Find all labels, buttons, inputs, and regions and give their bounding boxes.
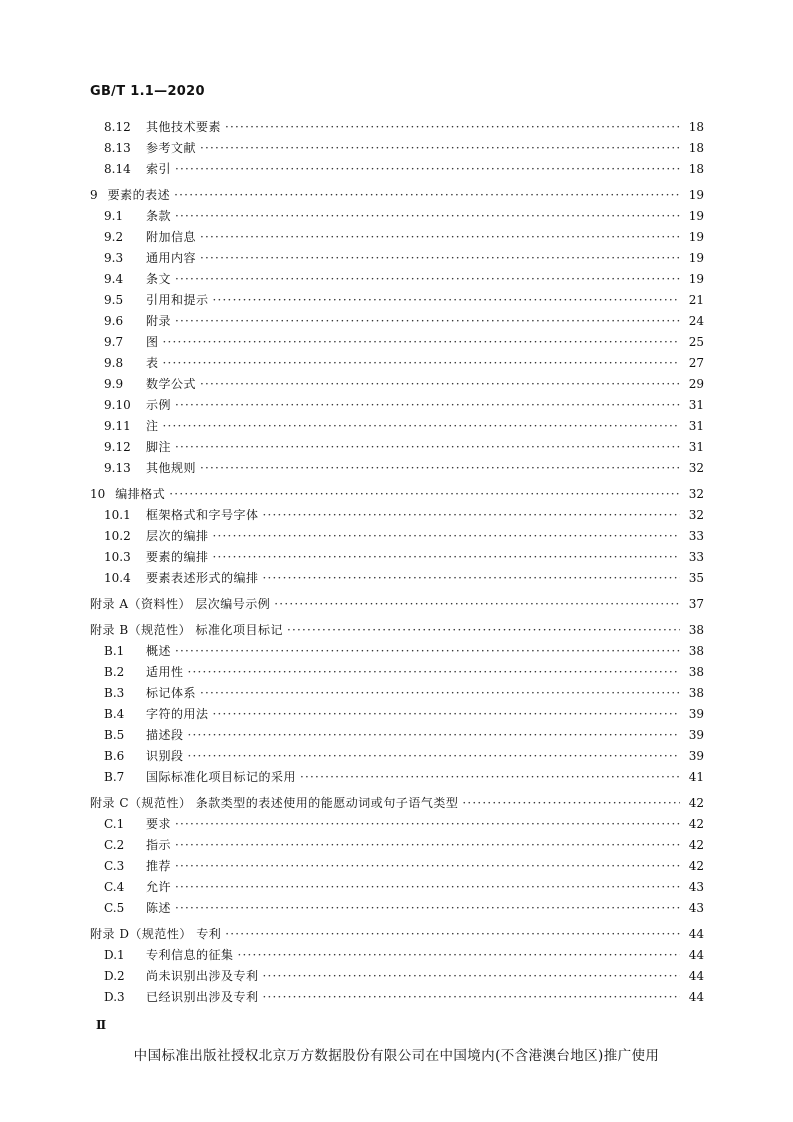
toc-entry-page: 31	[688, 419, 704, 433]
toc-entry-page: 18	[688, 162, 704, 176]
toc-leader-dots	[175, 835, 680, 856]
toc-entry[interactable]	[90, 924, 704, 945]
toc-leader-dots	[175, 898, 680, 919]
toc-entry-page: 44	[688, 927, 704, 941]
toc-entry-number: 9.3	[104, 251, 124, 265]
toc-entry-page: 43	[688, 901, 704, 915]
toc-entry-title: 示例	[146, 398, 172, 412]
toc-leader-dots	[188, 662, 680, 683]
toc-entry-page: 35	[688, 571, 704, 585]
toc-entry-page: 41	[688, 770, 704, 784]
toc-entry-title: 图	[146, 335, 159, 349]
toc-entry-number: 10.2	[104, 529, 131, 543]
toc-entry-title: 要素的编排	[146, 550, 209, 564]
toc-entry-title: 脚注	[146, 440, 172, 454]
toc-entry[interactable]	[90, 159, 704, 180]
toc-entry-number: 9.9	[104, 377, 124, 391]
toc-entry-number: B.4	[104, 707, 125, 721]
toc-entry-title: 推荐	[146, 859, 172, 873]
toc-entry[interactable]	[90, 856, 704, 877]
toc-entry-title: 专利信息的征集	[146, 948, 234, 962]
toc-leader-dots	[188, 725, 680, 746]
toc-entry-page: 42	[688, 796, 704, 810]
toc-entry-page: 19	[688, 230, 704, 244]
toc-entry[interactable]	[90, 332, 704, 353]
toc-entry-number: 8.13	[104, 141, 131, 155]
table-of-contents	[90, 117, 704, 1008]
toc-leader-dots	[175, 269, 680, 290]
toc-entry-number: 9.11	[104, 419, 131, 433]
toc-leader-dots	[213, 290, 680, 311]
toc-entry[interactable]	[90, 206, 704, 227]
toc-leader-dots	[462, 793, 680, 814]
toc-entry-page: 39	[688, 707, 704, 721]
toc-leader-dots	[200, 458, 680, 479]
toc-entry[interactable]	[90, 898, 704, 919]
footer-license-notice: 中国标准出版社授权北京万方数据股份有限公司在中国境内(不含港澳台地区)推广使用	[133, 1048, 660, 1064]
toc-entry-number: 9.6	[104, 314, 124, 328]
toc-entry-number: 8.14	[104, 162, 131, 176]
toc-entry-number: 9.1	[104, 209, 124, 223]
toc-leader-dots	[225, 117, 680, 138]
toc-entry-title: 编排格式	[115, 487, 166, 501]
toc-entry-title: 要素的表述	[107, 188, 171, 202]
toc-entry-page: 38	[688, 665, 704, 679]
toc-entry-title: 要素表述形式的编排	[146, 571, 259, 585]
toc-entry-title: 识别段	[146, 749, 184, 763]
toc-entry-number: 9.10	[104, 398, 131, 412]
toc-entry-title: 附加信息	[146, 230, 197, 244]
toc-entry-number: 9.5	[104, 293, 124, 307]
toc-leader-dots	[200, 227, 680, 248]
toc-entry[interactable]	[90, 746, 704, 767]
page-number: Ⅱ	[96, 1018, 107, 1032]
toc-entry-page: 33	[688, 550, 704, 564]
toc-entry-title: 表	[146, 356, 159, 370]
toc-entry[interactable]	[90, 641, 704, 662]
toc-entry[interactable]	[90, 526, 704, 547]
toc-entry-title: 层次的编排	[146, 529, 209, 543]
toc-entry[interactable]	[90, 835, 704, 856]
toc-entry[interactable]	[90, 290, 704, 311]
toc-entry-page: 32	[688, 487, 704, 501]
toc-entry[interactable]	[90, 374, 704, 395]
toc-entry-title: 附录 A（资料性） 层次编号示例	[90, 597, 271, 611]
toc-entry-number: C.5	[104, 901, 125, 915]
toc-entry-page: 33	[688, 529, 704, 543]
toc-leader-dots	[175, 641, 680, 662]
toc-entry-title: 要求	[146, 817, 172, 831]
toc-entry[interactable]	[90, 966, 704, 987]
toc-entry-number: B.6	[104, 749, 125, 763]
toc-entry-page: 38	[688, 644, 704, 658]
toc-entry-title: 引用和提示	[146, 293, 209, 307]
toc-entry-title: 索引	[146, 162, 172, 176]
toc-entry-page: 19	[688, 251, 704, 265]
toc-leader-dots	[175, 311, 680, 332]
toc-leader-dots	[300, 767, 680, 788]
toc-entry-title: 已经识别出涉及专利	[146, 990, 259, 1004]
toc-entry[interactable]	[90, 725, 704, 746]
toc-entry-page: 44	[688, 990, 704, 1004]
toc-entry[interactable]	[90, 594, 704, 615]
toc-entry-title: 附录 B（规范性） 标准化项目标记	[90, 623, 283, 637]
toc-entry-number: 9.12	[104, 440, 131, 454]
toc-entry-page: 44	[688, 948, 704, 962]
toc-entry[interactable]	[90, 458, 704, 479]
toc-entry-title: 框架格式和字号字体	[146, 508, 259, 522]
toc-entry[interactable]	[90, 227, 704, 248]
toc-entry-page: 37	[688, 597, 704, 611]
toc-leader-dots	[163, 332, 680, 353]
toc-entry-title: 附录 D（规范性） 专利	[90, 927, 222, 941]
toc-entry[interactable]	[90, 248, 704, 269]
toc-entry-number: C.2	[104, 838, 125, 852]
toc-entry-title: 尚未识别出涉及专利	[146, 969, 259, 983]
toc-entry-number: 9.13	[104, 461, 131, 475]
toc-entry-title: 条文	[146, 272, 172, 286]
toc-entry[interactable]	[90, 311, 704, 332]
toc-entry-page: 39	[688, 749, 704, 763]
toc-entry-number: D.2	[104, 969, 125, 983]
toc-entry-page: 32	[688, 508, 704, 522]
toc-entry-title: 陈述	[146, 901, 172, 915]
toc-entry-page: 25	[688, 335, 704, 349]
toc-leader-dots	[174, 185, 680, 206]
toc-leader-dots	[263, 966, 680, 987]
toc-entry-title: 指示	[146, 838, 172, 852]
toc-leader-dots	[263, 987, 680, 1008]
toc-entry-page: 31	[688, 398, 704, 412]
toc-leader-dots	[175, 159, 680, 180]
toc-entry[interactable]	[90, 568, 704, 589]
toc-entry-page: 24	[688, 314, 704, 328]
toc-leader-dots	[200, 683, 680, 704]
toc-entry-title: 概述	[146, 644, 172, 658]
toc-entry-title: 描述段	[146, 728, 184, 742]
toc-entry-number: 9.7	[104, 335, 124, 349]
toc-entry[interactable]	[90, 620, 704, 641]
toc-entry-page: 19	[688, 188, 704, 202]
toc-entry-number: C.3	[104, 859, 125, 873]
toc-entry-title: 其他技术要素	[146, 120, 222, 134]
toc-entry-number: 9.8	[104, 356, 124, 370]
toc-entry-number: C.4	[104, 880, 125, 894]
toc-entry-number: 8.12	[104, 120, 131, 134]
toc-entry[interactable]	[90, 662, 704, 683]
toc-leader-dots	[200, 248, 680, 269]
toc-entry-number: 10.4	[104, 571, 131, 585]
toc-entry-title: 通用内容	[146, 251, 197, 265]
toc-entry-title: 其他规则	[146, 461, 197, 475]
toc-entry-page: 38	[688, 623, 704, 637]
toc-entry-number: B.1	[104, 644, 125, 658]
toc-entry[interactable]	[90, 269, 704, 290]
toc-entry-page: 19	[688, 209, 704, 223]
toc-leader-dots	[188, 746, 680, 767]
toc-leader-dots	[175, 814, 680, 835]
toc-entry-number: 9	[90, 188, 98, 202]
toc-entry-title: 适用性	[146, 665, 184, 679]
toc-entry[interactable]	[90, 437, 704, 458]
toc-entry[interactable]	[90, 185, 704, 206]
toc-entry-title: 条款	[146, 209, 172, 223]
toc-entry-page: 31	[688, 440, 704, 454]
toc-leader-dots	[175, 877, 680, 898]
toc-leader-dots	[200, 374, 680, 395]
toc-entry-number: 9.4	[104, 272, 124, 286]
toc-entry[interactable]	[90, 987, 704, 1008]
toc-entry-number: 10.1	[104, 508, 131, 522]
toc-entry[interactable]	[90, 395, 704, 416]
toc-entry-page: 19	[688, 272, 704, 286]
toc-entry[interactable]	[90, 416, 704, 437]
toc-leader-dots	[163, 353, 680, 374]
toc-entry[interactable]	[90, 814, 704, 835]
toc-entry-title: 数学公式	[146, 377, 197, 391]
toc-entry-number: 9.2	[104, 230, 124, 244]
toc-entry-number: B.7	[104, 770, 125, 784]
toc-entry[interactable]	[90, 138, 704, 159]
toc-leader-dots	[287, 620, 680, 641]
toc-entry[interactable]	[90, 117, 704, 138]
toc-entry-title: 允许	[146, 880, 172, 894]
toc-entry[interactable]	[90, 547, 704, 568]
toc-entry-page: 27	[688, 356, 704, 370]
toc-entry-title: 附录	[146, 314, 172, 328]
toc-entry[interactable]	[90, 877, 704, 898]
toc-entry[interactable]	[90, 683, 704, 704]
toc-entry-page: 32	[688, 461, 704, 475]
toc-entry-page: 29	[688, 377, 704, 391]
toc-entry-page: 44	[688, 969, 704, 983]
toc-entry[interactable]	[90, 704, 704, 725]
toc-entry[interactable]	[90, 353, 704, 374]
toc-leader-dots	[175, 206, 680, 227]
toc-leader-dots	[169, 484, 680, 505]
toc-entry-number: 10	[90, 487, 106, 501]
toc-leader-dots	[213, 526, 680, 547]
toc-entry-page: 39	[688, 728, 704, 742]
toc-entry-title: 参考文献	[146, 141, 197, 155]
toc-entry-page: 18	[688, 120, 704, 134]
toc-entry-number: D.1	[104, 948, 125, 962]
toc-leader-dots	[238, 945, 680, 966]
standard-code-header: GB/T 1.1—2020	[90, 84, 205, 99]
toc-leader-dots	[175, 437, 680, 458]
toc-entry[interactable]	[90, 505, 704, 526]
toc-leader-dots	[274, 594, 680, 615]
toc-entry[interactable]	[90, 793, 704, 814]
toc-entry-number: 10.3	[104, 550, 131, 564]
toc-leader-dots	[263, 568, 680, 589]
toc-entry-page: 42	[688, 859, 704, 873]
toc-entry-number: B.3	[104, 686, 125, 700]
toc-entry-page: 42	[688, 838, 704, 852]
toc-entry-number: D.3	[104, 990, 125, 1004]
toc-entry-title: 附录 C（规范性） 条款类型的表述使用的能愿动词或句子语气类型	[90, 796, 459, 810]
toc-entry-page: 42	[688, 817, 704, 831]
toc-leader-dots	[213, 704, 680, 725]
toc-entry-page: 43	[688, 880, 704, 894]
toc-entry-number: B.5	[104, 728, 125, 742]
toc-entry-page: 38	[688, 686, 704, 700]
toc-entry-page: 21	[688, 293, 704, 307]
toc-entry-title: 字符的用法	[146, 707, 209, 721]
toc-entry[interactable]	[90, 767, 704, 788]
toc-leader-dots	[225, 924, 680, 945]
toc-leader-dots	[200, 138, 680, 159]
toc-entry-title: 注	[146, 419, 159, 433]
toc-leader-dots	[163, 416, 680, 437]
toc-entry-number: B.2	[104, 665, 125, 679]
toc-leader-dots	[213, 547, 680, 568]
toc-entry-title: 标记体系	[146, 686, 197, 700]
toc-leader-dots	[175, 856, 680, 877]
toc-entry-number: C.1	[104, 817, 125, 831]
toc-leader-dots	[263, 505, 680, 526]
toc-entry[interactable]	[90, 945, 704, 966]
toc-entry[interactable]	[90, 484, 704, 505]
toc-entry-page: 18	[688, 141, 704, 155]
toc-entry-title: 国际标准化项目标记的采用	[146, 770, 297, 784]
toc-leader-dots	[175, 395, 680, 416]
